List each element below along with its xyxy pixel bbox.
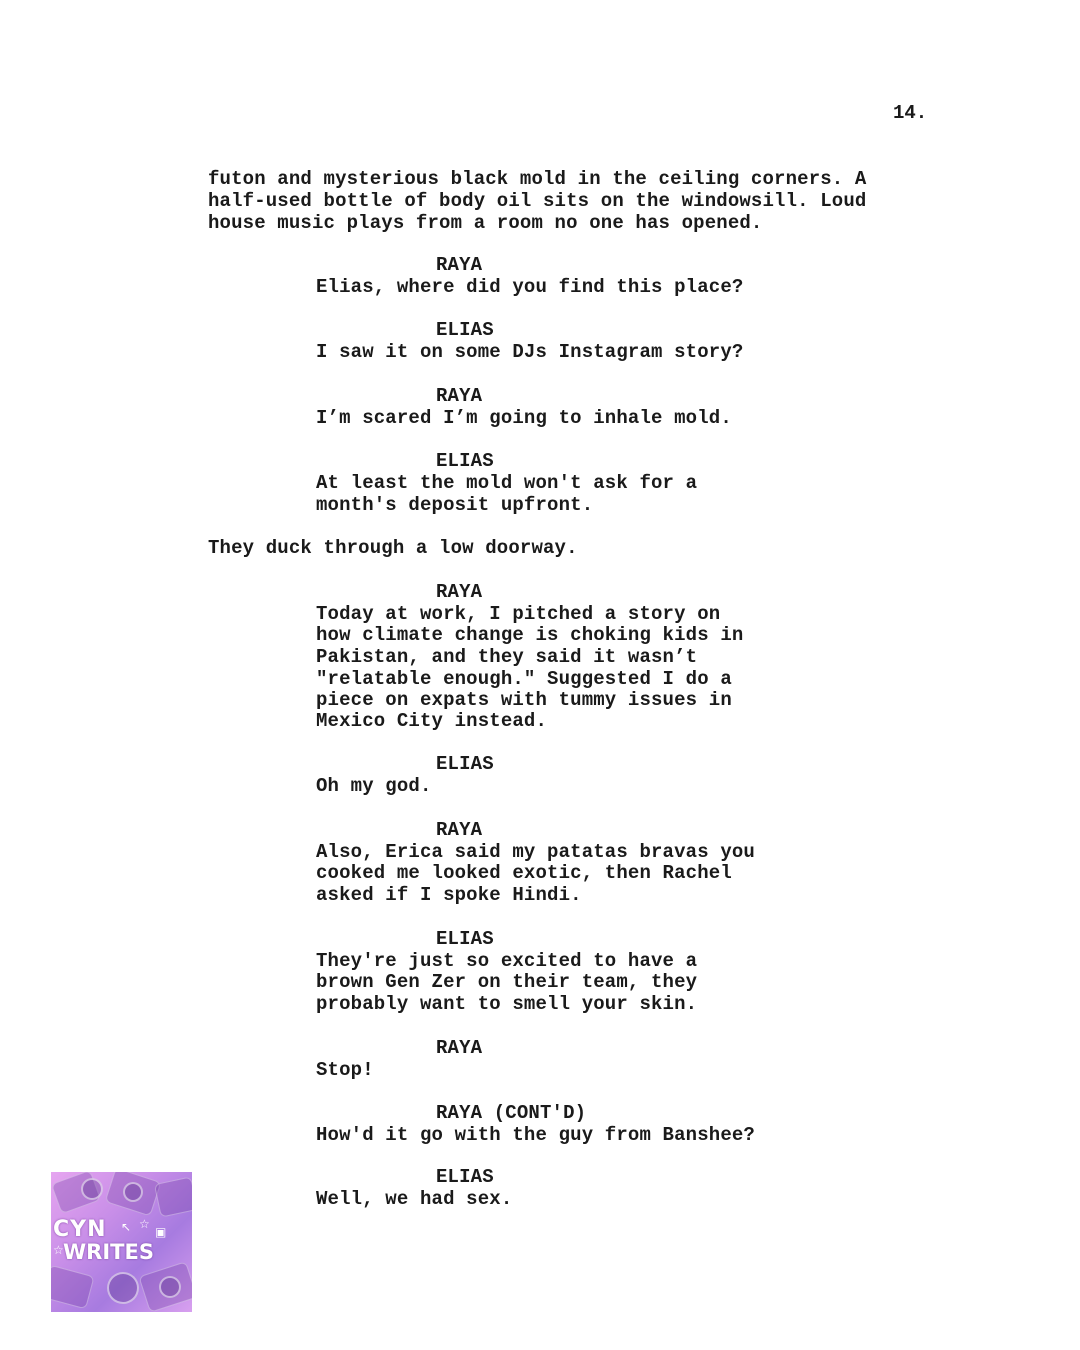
dialogue-line: probably want to smell your skin. [316, 993, 698, 1015]
action-line: They duck through a low doorway. [208, 537, 578, 559]
action-line: house music plays from a room no one has opened. [208, 212, 763, 234]
star-icon: ☆ [139, 1217, 150, 1231]
dialogue-line: Well, we had sex. [316, 1188, 513, 1210]
character-name: ELIAS [436, 928, 494, 950]
logo-text-cyn: CYN [53, 1217, 107, 1242]
character-name: RAYA (CONT'D) [436, 1102, 587, 1124]
character-name: ELIAS [436, 319, 494, 341]
camera-icon [51, 1265, 95, 1310]
character-name: RAYA [436, 819, 483, 841]
stamp-icon: ▣ [155, 1225, 167, 1239]
dialogue-line: Elias, where did you find this place? [316, 276, 744, 298]
dialogue-line: brown Gen Zer on their team, they [316, 971, 698, 993]
action-line: half-used bottle of body oil sits on the windowsill. Loud [208, 190, 867, 212]
dialogue-line: I saw it on some DJs Instagram story? [316, 341, 744, 363]
dialogue-line: asked if I spoke Hindi. [316, 884, 582, 906]
character-name: RAYA [436, 1037, 483, 1059]
logo-text-writes: WRITES [63, 1240, 154, 1264]
camera-lens-icon [123, 1182, 143, 1202]
dialogue-line: Today at work, I pitched a story on [316, 603, 721, 625]
cyn-writes-logo [51, 1172, 192, 1312]
action-line: futon and mysterious black mold in the ceiling corners. A [208, 168, 867, 190]
dialogue-line: Stop! [316, 1059, 374, 1081]
camera-lens-icon [81, 1178, 103, 1200]
dialogue-line: cooked me looked exotic, then Rachel [316, 862, 732, 884]
dialogue-line: how climate change is choking kids in [316, 624, 744, 646]
dialogue-line: I’m scared I’m going to inhale mold. [316, 407, 732, 429]
dialogue-line: How'd it go with the guy from Banshee? [316, 1124, 755, 1146]
character-name: RAYA [436, 581, 483, 603]
dialogue-line: Also, Erica said my patatas bravas you [316, 841, 755, 863]
page-number: 14. [893, 102, 928, 124]
dialogue-line: piece on expats with tummy issues in [316, 689, 732, 711]
camera-lens-icon [107, 1272, 139, 1304]
camera-icon [154, 1176, 192, 1217]
character-name: ELIAS [436, 753, 494, 775]
cursor-icon: ↖ [121, 1220, 132, 1234]
star-icon: ☆ [53, 1243, 64, 1257]
character-name: ELIAS [436, 1166, 494, 1188]
dialogue-line: Oh my god. [316, 775, 432, 797]
dialogue-line: "relatable enough." Suggested I do a [316, 668, 732, 690]
camera-lens-icon [159, 1276, 181, 1298]
dialogue-line: Mexico City instead. [316, 710, 548, 732]
dialogue-line: Pakistan, and they said it wasn’t [316, 646, 698, 668]
character-name: ELIAS [436, 450, 494, 472]
dialogue-line: At least the mold won't ask for a [316, 472, 698, 494]
dialogue-line: They're just so excited to have a [316, 950, 698, 972]
character-name: RAYA [436, 385, 483, 407]
dialogue-line: month's deposit upfront. [316, 494, 594, 516]
character-name: RAYA [436, 254, 483, 276]
